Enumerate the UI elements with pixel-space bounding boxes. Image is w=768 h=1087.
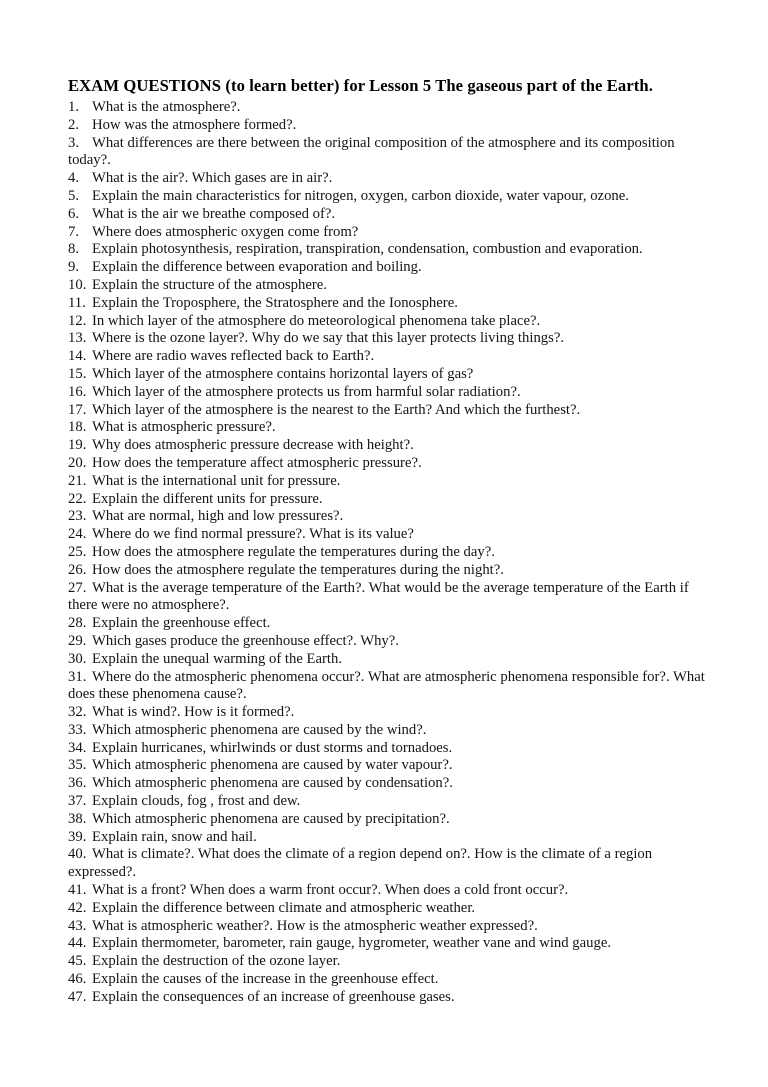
question-number: 14. <box>68 348 87 365</box>
question-text: Explain the main characteristics for nitrogen, oxygen, carbon dioxide, water vapour, ozone. <box>92 187 629 204</box>
question-item <box>68 544 707 562</box>
question-text: Explain the consequences of an increase of greenhouse gases. <box>92 988 455 1005</box>
question-item <box>68 508 707 526</box>
question-number: 33. <box>68 721 87 738</box>
question-text: Explain the greenhouse effect. <box>92 615 271 632</box>
question-item <box>68 846 707 882</box>
question-text: What is a front? When does a warm front occur?. When does a cold front occur?. <box>92 882 569 899</box>
question-item <box>68 135 707 171</box>
question-number: 20. <box>68 454 87 471</box>
question-number: 45. <box>68 953 87 970</box>
question-number: 34. <box>68 739 87 756</box>
question-text: Which layer of the atmosphere contains horizontal layers of gas? <box>92 365 474 382</box>
question-number: 7. <box>68 223 80 240</box>
question-item <box>68 117 707 135</box>
question-item <box>68 330 707 348</box>
question-item <box>68 206 707 224</box>
question-text: Where are radio waves reflected back to Earth?. <box>92 348 375 365</box>
question-item <box>68 241 707 259</box>
question-item <box>68 402 707 420</box>
question-item <box>68 455 707 473</box>
question-text: What is the average temperature of the Earth?. What would be the average temperature of the Earth if there were no atmosphere?. <box>68 579 689 614</box>
question-number: 4. <box>68 170 80 187</box>
question-text: In which layer of the atmosphere do meteorological phenomena take place?. <box>92 312 541 329</box>
question-number: 32. <box>68 704 87 721</box>
question-text: How was the atmosphere formed?. <box>92 116 297 133</box>
question-text: How does the atmosphere regulate the temperatures during the day?. <box>92 543 495 560</box>
question-item <box>68 491 707 509</box>
question-text: Explain the different units for pressure. <box>92 490 323 507</box>
question-number: 9. <box>68 259 80 276</box>
question-number: 30. <box>68 650 87 667</box>
question-number: 17. <box>68 401 87 418</box>
question-number: 38. <box>68 810 87 827</box>
question-text: Where do we find normal pressure?. What is its value? <box>92 526 414 543</box>
question-item <box>68 633 707 651</box>
question-item <box>68 366 707 384</box>
question-text: What are normal, high and low pressures?. <box>92 508 344 525</box>
question-number: 11. <box>68 294 86 311</box>
question-text: Explain the difference between evaporation and boiling. <box>92 259 422 276</box>
question-text: Explain rain, snow and hail. <box>92 828 257 845</box>
question-item <box>68 259 707 277</box>
question-item <box>68 793 707 811</box>
question-item <box>68 562 707 580</box>
question-item <box>68 313 707 331</box>
question-item <box>68 935 707 953</box>
question-text: Explain the destruction of the ozone layer. <box>92 953 341 970</box>
question-number: 15. <box>68 365 87 382</box>
question-item <box>68 348 707 366</box>
question-item <box>68 953 707 971</box>
question-text: What is the atmosphere?. <box>92 99 241 115</box>
question-item <box>68 419 707 437</box>
question-item <box>68 989 707 1007</box>
question-number: 37. <box>68 793 87 810</box>
question-number: 35. <box>68 757 87 774</box>
question-item <box>68 526 707 544</box>
question-item <box>68 722 707 740</box>
question-item <box>68 829 707 847</box>
question-item <box>68 971 707 989</box>
question-number: 13. <box>68 330 87 347</box>
question-item <box>68 277 707 295</box>
question-item <box>68 295 707 313</box>
question-number: 12. <box>68 312 87 329</box>
question-number: 46. <box>68 971 87 988</box>
question-number: 22. <box>68 490 87 507</box>
question-text: What is atmospheric pressure?. <box>92 419 276 436</box>
question-number: 10. <box>68 276 87 293</box>
question-text: Which atmospheric phenomena are caused by the wind?. <box>92 721 427 738</box>
question-number: 36. <box>68 775 87 792</box>
question-text: Explain the Troposphere, the Stratosphere and the Ionosphere. <box>92 294 458 311</box>
question-item <box>68 704 707 722</box>
question-list <box>68 99 707 1007</box>
question-text: What differences are there between the original composition of the atmosphere and its composition today?. <box>68 134 675 169</box>
question-item <box>68 170 707 188</box>
question-number: 19. <box>68 437 87 454</box>
question-number: 27. <box>68 579 87 596</box>
question-item <box>68 473 707 491</box>
question-item <box>68 188 707 206</box>
question-text: Which gases produce the greenhouse effect?. Why?. <box>92 632 399 649</box>
question-text: Explain hurricanes, whirlwinds or dust storms and tornadoes. <box>92 739 453 756</box>
question-number: 25. <box>68 543 87 560</box>
question-number: 5. <box>68 187 80 204</box>
question-text: Which atmospheric phenomena are caused by condensation?. <box>92 775 453 792</box>
question-text: Where is the ozone layer?. Why do we say that this layer protects living things?. <box>92 330 565 347</box>
question-item <box>68 580 707 616</box>
question-number: 42. <box>68 899 87 916</box>
question-number: 3. <box>68 134 80 151</box>
page-title: EXAM QUESTIONS (to learn better) for Lesson 5 The gaseous part of the Earth. <box>68 76 653 95</box>
question-item <box>68 669 707 705</box>
question-number: 26. <box>68 561 87 578</box>
question-text: What is atmospheric weather?. How is the atmospheric weather expressed?. <box>92 917 538 934</box>
question-text: Explain the unequal warming of the Earth. <box>92 650 343 667</box>
question-text: Explain thermometer, barometer, rain gauge, hygrometer, weather vane and wind gauge. <box>92 935 612 952</box>
question-text: Where does atmospheric oxygen come from? <box>92 223 359 240</box>
question-number: 47. <box>68 988 87 1005</box>
question-text: What is the air?. Which gases are in air?. <box>92 170 333 187</box>
question-text: Explain the structure of the atmosphere. <box>92 276 327 293</box>
question-text: How does the atmosphere regulate the temperatures during the night?. <box>92 561 504 578</box>
question-text: Explain photosynthesis, respiration, transpiration, condensation, combustion and evaporation. <box>92 241 643 258</box>
question-number: 16. <box>68 383 87 400</box>
question-number: 24. <box>68 526 87 543</box>
question-item <box>68 900 707 918</box>
question-item <box>68 918 707 936</box>
question-text: Where do the atmospheric phenomena occur?. What are atmospheric phenomena responsible for?. What does these phenomena cause?. <box>68 668 705 703</box>
question-text: Why does atmospheric pressure decrease with height?. <box>92 437 414 454</box>
question-number: 8. <box>68 241 80 258</box>
question-text: Explain the difference between climate and atmospheric weather. <box>92 899 476 916</box>
question-text: Which layer of the atmosphere is the nearest to the Earth? And which the furthest?. <box>92 401 581 418</box>
question-text: Which atmospheric phenomena are caused by precipitation?. <box>92 810 450 827</box>
question-item <box>68 882 707 900</box>
question-text: What is the air we breathe composed of?. <box>92 205 336 222</box>
question-text: Which atmospheric phenomena are caused by water vapour?. <box>92 757 453 774</box>
question-item <box>68 775 707 793</box>
question-item <box>68 757 707 775</box>
question-number: 40. <box>68 846 87 863</box>
question-item <box>68 99 707 117</box>
question-item <box>68 224 707 242</box>
question-text: Explain the causes of the increase in the greenhouse effect. <box>92 971 439 988</box>
question-number: 23. <box>68 508 87 525</box>
question-number: 29. <box>68 632 87 649</box>
question-number: 6. <box>68 205 80 222</box>
question-text: What is climate?. What does the climate of a region depend on?. How is the climate of a region expressed?. <box>68 846 653 881</box>
question-text: How does the temperature affect atmospheric pressure?. <box>92 454 422 471</box>
question-text: What is wind?. How is it formed?. <box>92 704 295 721</box>
question-number: 18. <box>68 419 87 436</box>
question-item <box>68 384 707 402</box>
question-number: 2. <box>68 116 80 133</box>
question-number: 1. <box>68 99 80 115</box>
question-text: Explain clouds, fog , frost and dew. <box>92 793 301 810</box>
question-text: What is the international unit for pressure. <box>92 472 341 489</box>
question-item <box>68 651 707 669</box>
question-item <box>68 811 707 829</box>
question-text: Which layer of the atmosphere protects us from harmful solar radiation?. <box>92 383 521 400</box>
question-number: 41. <box>68 882 87 899</box>
question-number: 28. <box>68 615 87 632</box>
question-number: 39. <box>68 828 87 845</box>
question-number: 44. <box>68 935 87 952</box>
question-number: 21. <box>68 472 87 489</box>
question-number: 43. <box>68 917 87 934</box>
question-number: 31. <box>68 668 87 685</box>
question-item <box>68 437 707 455</box>
question-item <box>68 615 707 633</box>
question-item <box>68 740 707 758</box>
